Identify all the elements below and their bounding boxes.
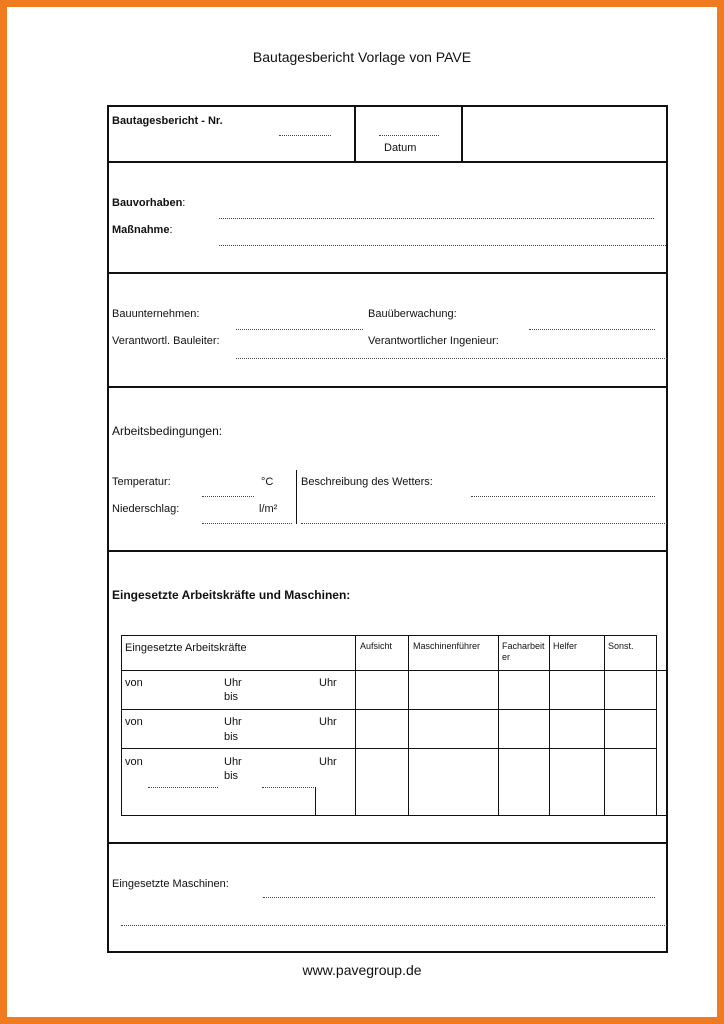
row-uhr-label: Uhr bbox=[224, 677, 242, 689]
massnahme-label: Maßnahme: bbox=[112, 224, 173, 236]
row-bis-label: bis bbox=[224, 731, 239, 743]
column-header: Helfer bbox=[553, 641, 578, 651]
table-border bbox=[121, 815, 668, 816]
bauvorhaben-field[interactable] bbox=[219, 218, 654, 219]
header-divider bbox=[461, 107, 463, 162]
conditions-divider bbox=[296, 470, 297, 524]
massnahme-field[interactable] bbox=[219, 245, 666, 246]
bauleiter-label: Verantwortl. Bauleiter: bbox=[112, 335, 220, 347]
time-to-field[interactable] bbox=[262, 787, 316, 788]
row-uhr-label: Uhr bbox=[319, 716, 337, 728]
section-divider bbox=[109, 550, 666, 552]
report-number-label: Bautagesbericht - Nr. bbox=[112, 115, 223, 127]
bauunternehmen-field[interactable] bbox=[236, 329, 363, 330]
table-border bbox=[408, 635, 409, 816]
table-border bbox=[656, 635, 657, 816]
weather-field-1[interactable] bbox=[471, 496, 655, 497]
table-border bbox=[121, 670, 668, 671]
bauueberwachung-label: Bauüberwachung: bbox=[368, 308, 457, 320]
report-number-field[interactable] bbox=[279, 135, 331, 136]
column-header: Eingesetzte Arbeitskräfte bbox=[125, 642, 247, 654]
header-divider bbox=[354, 107, 356, 162]
document-page bbox=[7, 7, 717, 1017]
table-border bbox=[498, 635, 499, 816]
section-divider bbox=[109, 272, 666, 274]
cell-divider bbox=[315, 787, 316, 815]
workforce-table bbox=[121, 635, 668, 817]
column-header: Maschinenführer bbox=[413, 641, 481, 651]
bauvorhaben-label: Bauvorhaben: bbox=[112, 197, 186, 209]
ingenieur-label: Verantwortlicher Ingenieur: bbox=[368, 335, 499, 347]
machines-label: Eingesetzte Maschinen: bbox=[112, 878, 229, 890]
column-header: Facharbeit er bbox=[502, 641, 545, 662]
column-header: Sonst. bbox=[608, 641, 634, 651]
machines-field-1[interactable] bbox=[263, 897, 655, 898]
row-uhr-label: Uhr bbox=[224, 756, 242, 768]
weather-label: Beschreibung des Wetters: bbox=[301, 476, 433, 488]
table-border bbox=[121, 748, 656, 749]
bauunternehmen-label: Bauunternehmen: bbox=[112, 308, 200, 320]
document-title: Bautagesbericht Vorlage von PAVE bbox=[252, 49, 472, 65]
table-border bbox=[121, 635, 122, 816]
temperature-field[interactable] bbox=[202, 496, 254, 497]
temperature-unit: °C bbox=[261, 476, 274, 488]
precipitation-unit: l/m² bbox=[259, 503, 278, 515]
section-divider bbox=[109, 161, 666, 163]
section-divider bbox=[109, 386, 666, 388]
machines-field-2[interactable] bbox=[121, 925, 667, 926]
date-label: Datum bbox=[384, 142, 417, 154]
row-bis-label: bis bbox=[224, 691, 239, 703]
table-border bbox=[121, 635, 656, 636]
row-bis-label: bis bbox=[224, 770, 239, 782]
row-uhr-label: Uhr bbox=[319, 756, 337, 768]
row-von-label: von bbox=[125, 677, 143, 689]
weather-field-2[interactable] bbox=[301, 523, 667, 524]
bauueberwachung-field[interactable] bbox=[529, 329, 655, 330]
table-border bbox=[355, 635, 356, 816]
report-form bbox=[107, 105, 668, 953]
table-border bbox=[121, 709, 656, 710]
workforce-heading: Eingesetzte Arbeitskräfte und Maschinen: bbox=[112, 588, 351, 602]
column-header: Aufsicht bbox=[360, 641, 393, 651]
precipitation-label: Niederschlag: bbox=[112, 503, 180, 515]
date-field[interactable] bbox=[379, 135, 439, 136]
row-von-label: von bbox=[125, 756, 143, 768]
precipitation-field[interactable] bbox=[202, 523, 292, 524]
table-border bbox=[604, 635, 605, 816]
footer-url[interactable]: www.pavegroup.de bbox=[302, 962, 422, 978]
row-von-label: von bbox=[125, 716, 143, 728]
table-border bbox=[549, 635, 550, 816]
row-uhr-label: Uhr bbox=[224, 716, 242, 728]
row-uhr-label: Uhr bbox=[319, 677, 337, 689]
time-from-field[interactable] bbox=[148, 787, 218, 788]
temperature-label: Temperatur: bbox=[112, 476, 171, 488]
section-divider bbox=[109, 842, 666, 844]
conditions-heading: Arbeitsbedingungen: bbox=[112, 424, 223, 438]
bauleiter-ingenieur-field[interactable] bbox=[236, 358, 667, 359]
